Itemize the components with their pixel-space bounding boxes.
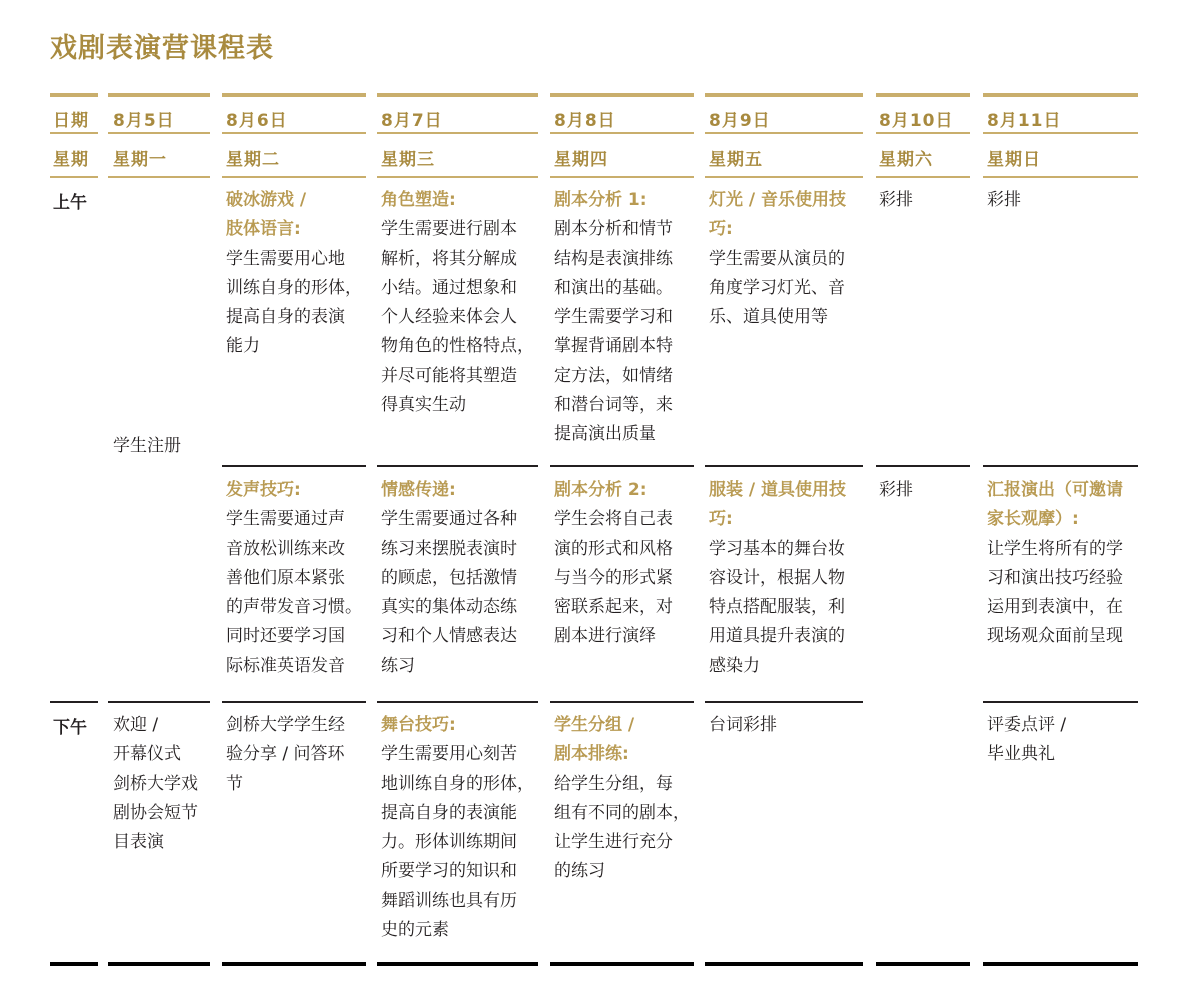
m2-aug6-cell (226, 476, 362, 681)
wk-line-aug8 (550, 176, 694, 178)
hdr-line-aug10 (876, 132, 970, 134)
mid-line-aug8 (550, 465, 694, 467)
pm-line-aug11 (983, 701, 1138, 703)
m1-aug7-heading: 角色塑造: (381, 190, 456, 210)
hdr-line-aug7 (377, 132, 538, 134)
weekday-aug7: 星期三 (381, 150, 435, 170)
wk-line-col0 (50, 176, 98, 178)
m2-aug10-text: 彩排 (879, 480, 913, 500)
pm-aug7-body: 学生需要用心刻苦 地训练自身的形体， 提高自身的表演能 力。形体训练期间 所要学习的知识和 舞蹈训练也具有历 史的元素 (381, 744, 534, 941)
top-rule-aug5 (108, 93, 210, 97)
mid-line-aug6 (222, 465, 366, 467)
weekday-aug10: 星期六 (879, 150, 933, 170)
m2-aug9-body: 学习基本的舞台妆 容设计，根据人物 特点搭配服装，利 用道具提升表演的 感染力 (709, 538, 845, 676)
date-aug11: 8月11日 (987, 111, 1062, 131)
bottom-rule-aug7 (377, 962, 538, 966)
hdr-line-col0 (50, 132, 98, 134)
m1-aug7-body: 学生需要进行剧本 解析，将其分解成 小结。通过想象和 个人经验来体会人 物角色的性格特点， 并尽可能将其塑造 得真实生动 (381, 219, 534, 416)
wk-line-aug6 (222, 176, 366, 178)
wk-line-aug11 (983, 176, 1138, 178)
weekday-aug9: 星期五 (709, 150, 763, 170)
pm-aug7-cell (381, 711, 534, 945)
weekday-aug5: 星期一 (113, 150, 167, 170)
m1-aug8-cell (554, 186, 673, 450)
pm-aug5-text: 欢迎 / 开幕仪式 剑桥大学戏 剧协会短节 目表演 (113, 715, 198, 853)
mid-line-aug10 (876, 465, 970, 467)
date-aug6: 8月6日 (226, 111, 288, 131)
date-aug9: 8月9日 (709, 111, 771, 131)
mid-line-aug7 (377, 465, 538, 467)
pm-aug9-text: 台词彩排 (709, 715, 777, 735)
pm-aug8-body: 给学生分组，每 组有不同的剧本， 让学生进行充分 的练习 (554, 773, 690, 882)
m1-aug7-cell (381, 186, 534, 420)
pm-line-aug6 (222, 701, 366, 703)
m1-aug9-body: 学生需要从演员的 角度学习灯光、音 乐、道具使用等 (709, 248, 845, 328)
hdr-line-aug11 (983, 132, 1138, 134)
pm-aug6-text: 剑桥大学学生经 验分享 / 问答环 节 (226, 715, 345, 794)
top-rule-aug6 (222, 93, 366, 97)
m1-aug6-cell (226, 186, 362, 362)
pm-aug8-cell (554, 711, 690, 887)
m1-aug8-body: 剧本分析和情节 结构是表演排练 和演出的基础。 学生需要学习和 掌握背诵剧本特 定方法，如情绪 和潜台词等，来 提高演出质量 (554, 219, 673, 445)
m1-aug8-heading: 剧本分析 1: (554, 190, 647, 210)
hdr-line-aug8 (550, 132, 694, 134)
wk-line-aug10 (876, 176, 970, 178)
m1-aug9-cell (709, 186, 846, 332)
top-rule-aug10 (876, 93, 970, 97)
top-rule-aug8 (550, 93, 694, 97)
m1-aug11-text: 彩排 (987, 190, 1021, 210)
m2-aug11-heading: 汇报演出（可邀请 家长观摩）: (987, 480, 1123, 530)
m2-aug9-heading: 服装 / 道具使用技 巧: (709, 480, 847, 530)
top-rule-aug11 (983, 93, 1138, 97)
m2-aug9-cell (709, 476, 846, 681)
wk-line-aug5 (108, 176, 210, 178)
hdr-line-aug6 (222, 132, 366, 134)
m2-aug7-heading: 情感传递: (381, 480, 456, 500)
top-rule-col0 (50, 93, 98, 97)
aug5-morning-text: 学生注册 (113, 436, 181, 456)
pm-line-aug8 (550, 701, 694, 703)
bottom-rule-aug11 (983, 962, 1138, 966)
bottom-rule-aug9 (705, 962, 863, 966)
bottom-rule-col0 (50, 962, 98, 966)
bottom-rule-aug6 (222, 962, 366, 966)
mid-line-aug11 (983, 465, 1138, 467)
bottom-rule-aug5 (108, 962, 210, 966)
top-rule-aug7 (377, 93, 538, 97)
pm-line-col0 (50, 701, 98, 703)
m2-aug6-heading: 发声技巧: (226, 480, 301, 500)
m2-aug8-cell (554, 476, 673, 652)
bottom-rule-aug8 (550, 962, 694, 966)
m2-aug11-body: 让学生将所有的学 习和演出技巧经验 运用到表演中，在 现场观众面前呈现 (987, 538, 1123, 647)
pm-line-aug9 (705, 701, 863, 703)
period-morning: 上午 (53, 193, 87, 213)
weekday-aug8: 星期四 (554, 150, 608, 170)
date-aug5: 8月5日 (113, 111, 175, 131)
m1-aug9-heading: 灯光 / 音乐使用技 巧: (709, 190, 847, 240)
m2-aug11-cell (987, 476, 1123, 652)
weekday-aug6: 星期二 (226, 150, 280, 170)
hdr-line-aug5 (108, 132, 210, 134)
m2-aug8-body: 学生会将自己表 演的形式和风格 与当今的形式紧 密联系起来，对 剧本进行演绎 (554, 509, 673, 647)
m2-aug7-cell (381, 476, 517, 681)
top-rule-aug9 (705, 93, 863, 97)
m1-aug10-text: 彩排 (879, 190, 913, 210)
hdr-line-aug9 (705, 132, 863, 134)
m2-aug6-body: 学生需要通过声 音放松训练来改 善他们原本紧张 的声带发音习惯。 同时还要学习国 际标准英语发音 (226, 509, 362, 676)
m2-aug7-body: 学生需要通过各种 练习来摆脱表演时 的顾虑，包括激情 真实的集体动态练 习和个人情感表达 练习 (381, 509, 517, 676)
pm-line-aug7 (377, 701, 538, 703)
pm-line-aug5 (108, 701, 210, 703)
date-aug8: 8月8日 (554, 111, 616, 131)
week-label: 星期 (53, 150, 89, 170)
date-aug7: 8月7日 (381, 111, 443, 131)
m1-aug6-heading: 破冰游戏 / 肢体语言: (226, 190, 307, 240)
m2-aug8-heading: 剧本分析 2: (554, 480, 647, 500)
period-afternoon: 下午 (53, 718, 87, 738)
bottom-rule-aug10 (876, 962, 970, 966)
pm-aug11-text: 评委点评 / 毕业典礼 (987, 715, 1067, 765)
weekday-aug11: 星期日 (987, 150, 1041, 170)
wk-line-aug7 (377, 176, 538, 178)
wk-line-aug9 (705, 176, 863, 178)
m1-aug6-body: 学生需要用心地 训练自身的形体， 提高自身的表演 能力 (226, 248, 362, 357)
pm-aug7-heading: 舞台技巧: (381, 715, 456, 735)
mid-line-aug9 (705, 465, 863, 467)
page-title: 戏剧表演营课程表 (50, 33, 274, 64)
date-label: 日期 (53, 111, 89, 131)
date-aug10: 8月10日 (879, 111, 954, 131)
pm-aug8-heading: 学生分组 / 剧本排练: (554, 715, 635, 765)
